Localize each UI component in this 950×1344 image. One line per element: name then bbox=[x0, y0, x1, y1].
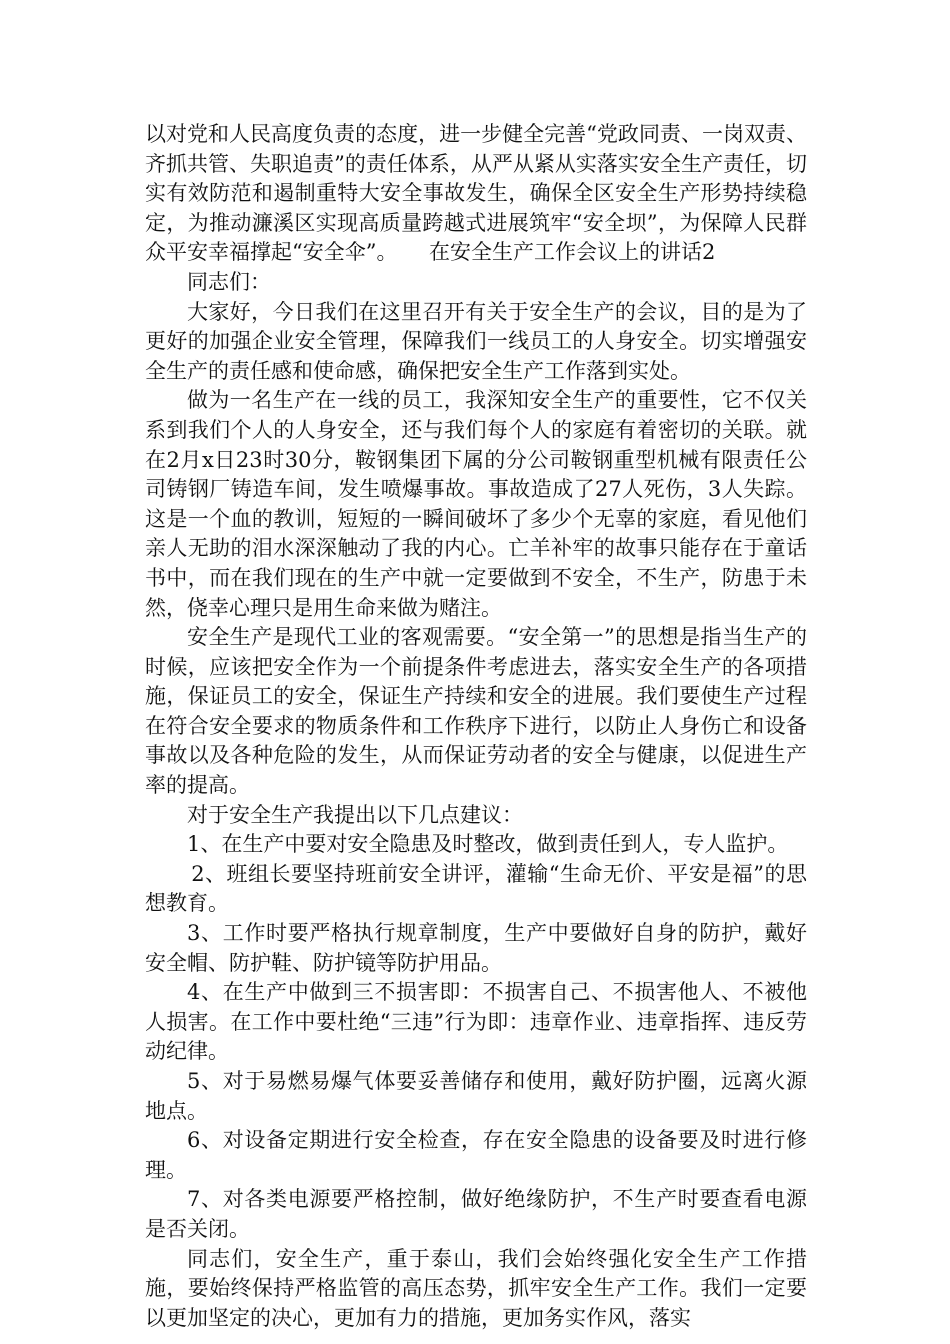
suggestion-item-3: 3、工作时要严格执行规章制度，生产中要做好自身的防护，戴好安全帽、防护鞋、防护镜等防护用品。 bbox=[145, 921, 807, 975]
paragraph-opening: 大家好，今日我们在这里召开有关于安全生产的会议，目的是为了更好的加强企业安全管理，保障我们一线员工的人身安全。切实增强安全生产的责任感和使命感，确保把安全生产工作落到实处。 bbox=[145, 299, 807, 383]
document-page bbox=[145, 120, 807, 1333]
suggestion-item-7: 7、对各类电源要严格控制，做好绝缘防护，不生产时要查看电源是否关闭。 bbox=[145, 1187, 807, 1241]
suggestion-item-1: 1、在生产中要对安全隐患及时整改，做到责任到人，专人监护。 bbox=[187, 832, 789, 857]
paragraph-continuation: 以对党和人民高度负责的态度，进一步健全完善“党政同责、一岗双责、齐抓共管、失职追责”的责任体系，从严从紧从实落实安全生产责任，切实有效防范和遏制重特大安全事故发生，确保全区安全生产形势持续稳定，为推动濂溪区实现高质量跨越式进展筑牢“安全坝”，为保障人民群众平安幸福撑起“安全伞”。 在安全生产工作会议上的讲话2 bbox=[145, 122, 807, 265]
paragraph-closing: 同志们，安全生产，重于泰山，我们会始终强化安全生产工作措施，要始终保持严格监管的高压态势，抓牢安全生产工作。我们一定要以更加坚定的决心，更加有力的措施，更加务实作风，落实 bbox=[145, 1246, 807, 1330]
suggestion-item-6: 6、对设备定期进行安全检查，存在安全隐患的设备要及时进行修理。 bbox=[145, 1128, 807, 1182]
suggestion-item-4: 4、在生产中做到三不损害即：不损害自己、不损害他人、不被他人损害。在工作中要杜绝“三违”行为即：违章作业、违章指挥、违反劳动纪律。 bbox=[145, 980, 807, 1064]
paragraph-experience: 做为一名生产在一线的员工，我深知安全生产的重要性，它不仅关系到我们个人的人身安全，还与我们每个人的家庭有着密切的关联。就在2月x日23时30分，鞍钢集团下属的分公司鞍钢重型机械有限责任公司铸钢厂铸造车间，发生喷爆事故。事故造成了27人死伤，3人失踪。这是一个血的教训，短短的一瞬间破坏了多少个无辜的家庭，看见他们亲人无助的泪水深深触动了我的内心。亡羊补牢的故事只能存在于童话书中，而在我们现在的生产中就一定要做到不安全，不生产，防患于未然，侥幸心理只是用生命来做为赌注。 bbox=[145, 388, 807, 620]
suggestion-item-5: 5、对于易燃易爆气体要妥善储存和使用，戴好防护圈，远离火源地点。 bbox=[145, 1069, 807, 1123]
paragraph-suggestions-intro: 对于安全生产我提出以下几点建议： bbox=[187, 802, 523, 827]
suggestion-item-2: 2、班组长要坚持班前安全讲评，灌输“生命无价、平安是福”的思想教育。 bbox=[145, 861, 807, 916]
paragraph-importance: 安全生产是现代工业的客观需要。“安全第一”的思想是指当生产的时候，应该把安全作为一个前提条件考虑进去，落实安全生产的各项措施，保证员工的安全，保证生产持续和安全的进展。我们要使生产过程在符合安全要求的物质条件和工作秩序下进行，以防止人身伤亡和设备事故以及各种危险的发生，从而保证劳动者的安全与健康，以促进生产率的提高。 bbox=[145, 625, 807, 798]
salutation: 同志们： bbox=[187, 269, 271, 294]
